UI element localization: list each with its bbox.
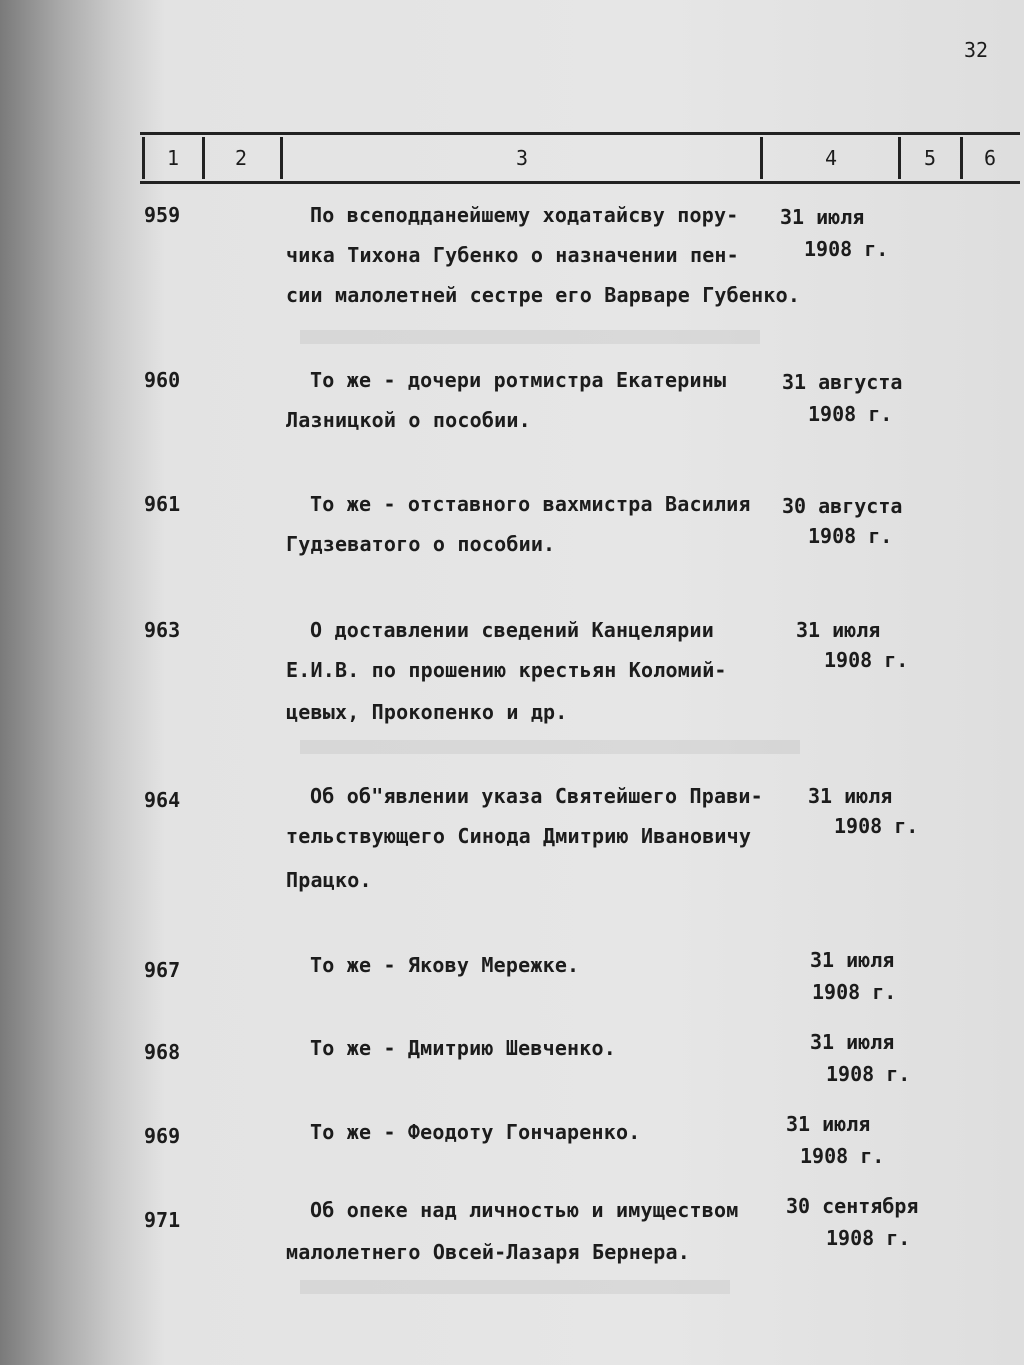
column-divider — [960, 137, 963, 179]
column-header-4: 4 — [824, 146, 838, 170]
entry-number: 959 — [144, 203, 181, 227]
entry-number: 968 — [144, 1040, 181, 1064]
entry-date: 31 августа — [782, 370, 903, 394]
entry-date: 31 июля — [780, 205, 865, 229]
column-divider — [202, 137, 205, 179]
entry-text-line: То же - Якову Мережке. — [310, 953, 580, 977]
entry-text-line: То же - отставного вахмистра Василия — [310, 492, 751, 516]
bleed-through — [300, 740, 800, 754]
column-header-1: 1 — [166, 146, 180, 170]
column-divider — [898, 137, 901, 179]
entry-number: 964 — [144, 788, 181, 812]
entry-number: 960 — [144, 368, 181, 392]
entry-text-line: Гудзеватого о пособии. — [286, 532, 556, 556]
column-header-6: 6 — [983, 146, 997, 170]
column-header-2: 2 — [234, 146, 248, 170]
entry-text-line: малолетнего Овсей-Лазаря Бернера. — [286, 1240, 690, 1264]
entry-date: 30 августа — [782, 494, 903, 518]
entry-text-line: То же - Дмитрию Шевченко. — [310, 1036, 617, 1060]
entry-date-year: 1908 г. — [808, 402, 893, 426]
entry-text-line: чика Тихона Губенко о назначении пен- — [286, 243, 739, 267]
column-divider — [142, 137, 145, 179]
entry-text-line: Об опеке над личностью и имуществом — [310, 1198, 739, 1222]
entry-date: 31 июля — [810, 1030, 895, 1054]
page-number: 32 — [964, 38, 989, 62]
bleed-through — [300, 330, 760, 344]
entry-text-line: Лазницкой о пособии. — [286, 408, 531, 432]
entry-text-line: сии малолетней сестре его Варваре Губенко. — [286, 283, 801, 307]
entry-date: 31 июля — [786, 1112, 871, 1136]
entry-number: 961 — [144, 492, 181, 516]
column-header-5: 5 — [923, 146, 937, 170]
bleed-through — [300, 1280, 730, 1294]
column-divider — [760, 137, 763, 179]
entry-number: 963 — [144, 618, 181, 642]
entry-text-line: Е.И.В. по прошению крестьян Коломий- — [286, 658, 727, 682]
entry-date-year: 1908 г. — [804, 237, 889, 261]
entry-date: 30 сентября — [786, 1194, 919, 1218]
entry-date-year: 1908 г. — [824, 648, 909, 672]
entry-text-line: По всеподданейшему ходатайсву пору- — [310, 203, 739, 227]
column-header-3: 3 — [515, 146, 529, 170]
entry-text-line: цевых, Прокопенко и др. — [286, 700, 568, 724]
entry-number: 971 — [144, 1208, 181, 1232]
entry-text-line: О доставлении сведений Канцелярии — [310, 618, 714, 642]
entry-date-year: 1908 г. — [834, 814, 919, 838]
entry-date-year: 1908 г. — [808, 524, 893, 548]
entry-date: 31 июля — [796, 618, 881, 642]
column-header-row — [140, 132, 1020, 184]
entry-text-line: Об об"явлении указа Святейшего Прави- — [310, 784, 763, 808]
entry-date-year: 1908 г. — [800, 1144, 885, 1168]
entry-date-year: 1908 г. — [826, 1226, 911, 1250]
entry-date: 31 июля — [808, 784, 893, 808]
entry-text-line: То же - Феодоту Гончаренко. — [310, 1120, 641, 1144]
entry-number: 967 — [144, 958, 181, 982]
entry-date-year: 1908 г. — [826, 1062, 911, 1086]
entry-text-line: тельствующего Синода Дмитрию Ивановичу — [286, 824, 752, 848]
entry-number: 969 — [144, 1124, 181, 1148]
entry-text-line: Працко. — [286, 868, 372, 892]
entry-text-line: То же - дочери ротмистра Екатерины — [310, 368, 727, 392]
entry-date-year: 1908 г. — [812, 980, 897, 1004]
column-divider — [280, 137, 283, 179]
entry-date: 31 июля — [810, 948, 895, 972]
